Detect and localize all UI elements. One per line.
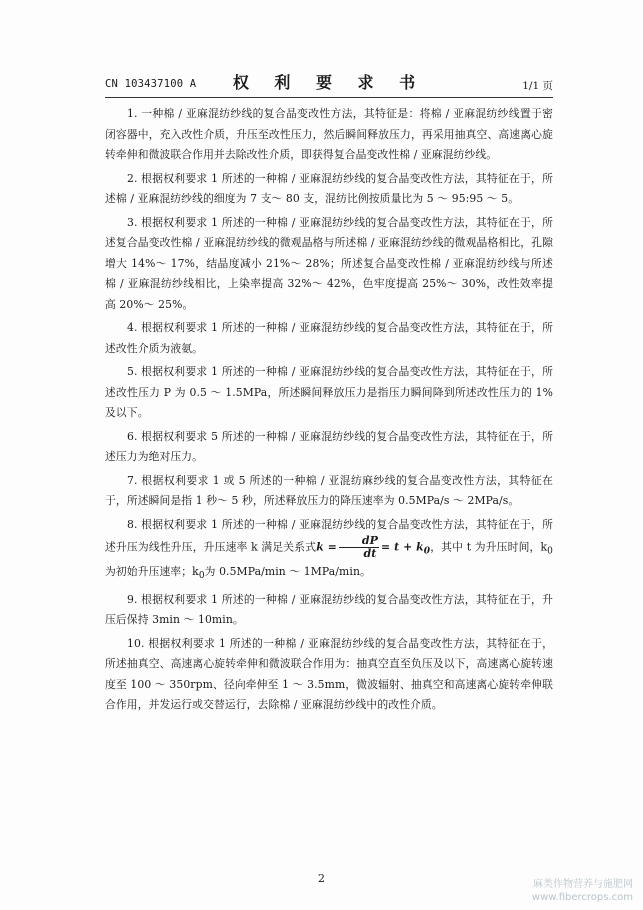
claim-8 xyxy=(105,515,553,587)
claim-8-text-b: ，其中 t 为升压时间，k xyxy=(430,540,548,554)
claim-4: 4. 根据权利要求 1 所述的一种棉 / 亚麻混纺纱线的复合晶变改性方法，其特征在于，所述改性介质为液氨。 xyxy=(105,321,553,355)
watermark-line-1: 麻类作物营养与施肥网 xyxy=(533,879,633,890)
formula-k: k = xyxy=(316,540,337,554)
claims-body xyxy=(105,104,553,719)
claim-10: 10. 根据权利要求 1 所述的一种棉 / 亚麻混纺纱线的复合晶变改性方法，其特征在于，所述抽真空、高速离心旋转牵伸和微波联合作用为：抽真空直至负压及以下，高速离心旋转速度至 100 ～ 350rpm、径向牵伸至 1 ～ 3.5mm，微波辐射、抽真空和高速离心旋转牵伸联合作用，并发运行或交替运行，去除棉 / 亚麻混纺纱线中的改性介质。 xyxy=(105,636,553,712)
formula-rhs: = t + k xyxy=(381,540,424,554)
claim-5: 5. 根据权利要求 1 所述的一种棉 / 亚麻混纺纱线的复合晶变改性方法，其特征在于，所述改性压力 P 为 0.5 ～ 1.5MPa，所述瞬间释放压力是指压力瞬间降到所述改性压力的 1% 及以下。 xyxy=(105,365,553,419)
claim-6: 6. 根据权利要求 5 所述的一种棉 / 亚麻混纺纱线的复合晶变改性方法，其特征在于，所述压力为绝对压力。 xyxy=(105,429,553,463)
claim-1: 1. 一种棉 / 亚麻混纺纱线的复合晶变改性方法，其特征是：将棉 / 亚麻混纺纱线置于密闭容器中，充入改性介质，升压至改性压力，然后瞬间释放压力，再采用抽真空、高速离心旋转牵伸和微波联合作用并去除改性介质，即获得复合晶变改性棉 / 亚麻混纺纱线。 xyxy=(105,107,553,161)
formula-fraction xyxy=(339,535,379,560)
formula-rhs-subscript: 0 xyxy=(423,546,431,557)
claim-8-text-d: 为 0.5MPa/min ～ 1MPa/min。 xyxy=(204,565,371,579)
document-header xyxy=(105,70,553,94)
claim-8-text-a: 8. 根据权利要求 1 所述的一种棉 / 亚麻混纺纱线的复合晶变改性方法，其特征在于，所述升压为线性升压，升压速率 k 满足关系式 xyxy=(105,517,553,554)
claim-8-subscript-c: 0 xyxy=(198,571,205,582)
claim-3: 3. 根据权利要求 1 所述的一种棉 / 亚麻混纺纱线的复合晶变改性方法，其特征在于，所述复合晶变改性棉 / 亚麻混纺纱线的微观晶格与所述棉 / 亚麻混纺纱线的微观晶格相比，孔隙增大 14%～ 17%，结晶度减小 21%～ 28%；所述复合晶变改性棉 / 亚麻混纺纱线与所述棉 / 亚麻混纺纱线相比，上染率提高 32%～ 42%，色牢度提高 25%～ 30%，改性效率提高 20%～ 25%。 xyxy=(105,215,553,311)
formula-numerator: dP xyxy=(339,535,379,548)
claim-9: 9. 根据权利要求 1 所述的一种棉 / 亚麻混纺纱线的复合晶变改性方法，其特征在于，升压后保持 3min ～ 10min。 xyxy=(105,592,553,627)
document-title: 权 利 要 求 书 xyxy=(232,73,426,92)
claim-7: 7. 根据权利要求 1 或 5 所述的一种棉 / 亚混纺麻纱线的复合晶变改性方法，其特征在于，所述瞬间是指 1 秒～ 5 秒，所述释放压力的降压速率为 0.5MPa/s ～ 2MPa/s。 xyxy=(105,473,553,507)
claim-8-text-c: 为初始升压速率；k xyxy=(105,565,199,579)
watermark-line-2: www.fibercrops.com xyxy=(531,892,633,903)
claim-2: 2. 根据权利要求 1 所述的一种棉 / 亚麻混纺纱线的复合晶变改性方法，其特征在于，所述棉 / 亚麻混纺纱线的细度为 7 支～ 80 支，混纺比例按质量比为 5 ～ 95:95 ～ 5。 xyxy=(105,171,553,205)
page-number: 2 xyxy=(318,872,325,885)
claim-8-subscript-b: 0 xyxy=(547,546,553,557)
publication-number: CN 103437100 A xyxy=(105,78,197,90)
header-divider xyxy=(105,97,553,98)
formula-denominator: dt xyxy=(363,547,377,560)
page-count: 1/1 页 xyxy=(522,80,553,92)
site-watermark xyxy=(532,878,633,904)
